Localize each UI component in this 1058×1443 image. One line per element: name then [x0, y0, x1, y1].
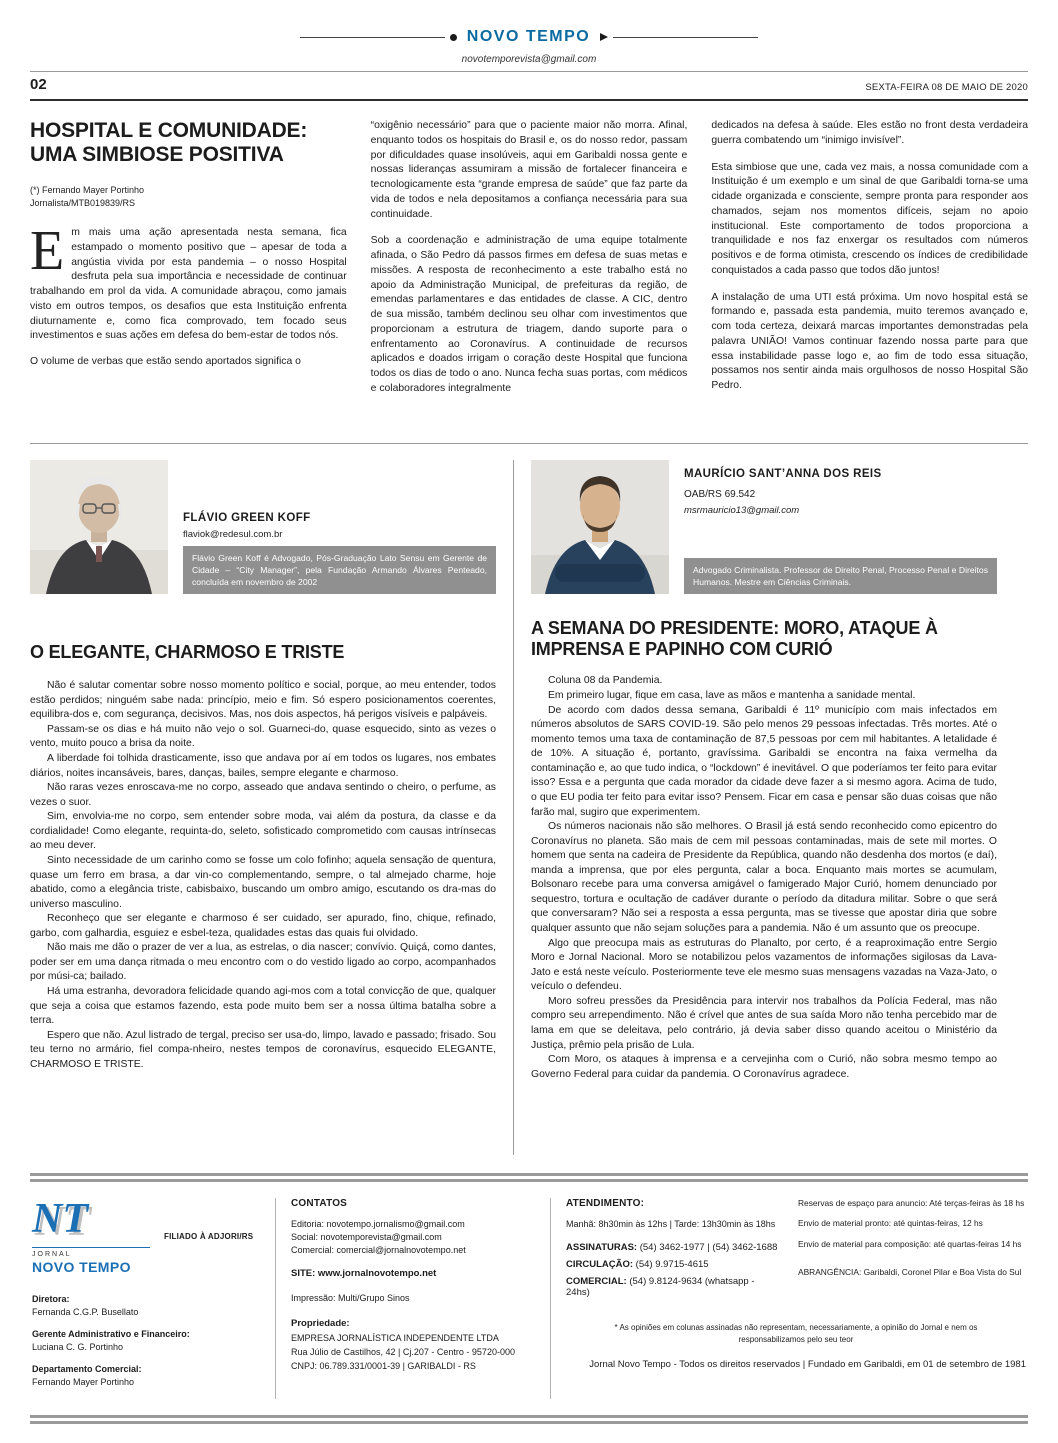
paragraph: Sinto necessidade de um carinho como se fosse um colo fofinho; aquela sensação de quentura, quase um ferro em brasa, a dar vin-co complementando, sempre, o tal almejado charme, hoje abatido, como a elegância triste, cabisbaixo, buscando um ombro amigo, escutando os dra-mas do universo masculino. [30, 854, 496, 910]
logo-jornal-label: JORNAL [32, 1247, 150, 1258]
deadline-lines [798, 1198, 1026, 1250]
columnist-caption: Advogado Criminalista. Professor de Direito Penal, Processo Penal e Direitos Humanos. Mestre em Ciências Criminais. [684, 558, 997, 594]
phone-value: (54) 9.9715-4615 [635, 1259, 709, 1270]
staff-name: Fernando Mayer Portinho [32, 1376, 135, 1387]
paragraph: dedicados na defesa à saúde. Eles estão no front desta verdadeira guerra combatendo um “inimigo invisível”. [711, 120, 1029, 146]
coverage-line: ABRANGÊNCIA: Garibaldi, Coronel Pilar e Boa Vista do Sul [798, 1267, 1022, 1278]
columnist-name: MAURÍCIO SANT’ANNA DOS REIS [684, 468, 882, 480]
paragraph: Editoria: novotempo.jornalismo@gmail.com [291, 1219, 465, 1229]
staff-entry [32, 1293, 260, 1318]
byline-credentials: Jornalista/MTB019839/RS [30, 198, 136, 209]
paragraph: Envio de material pronto: até quintas-feiras, 12 hs [798, 1218, 983, 1229]
columnist-mauricio-body [531, 674, 997, 1082]
columnist-mauricio [514, 460, 997, 1155]
staff-name: Fernanda C.G.P. Busellato [32, 1306, 139, 1317]
paragraph: A liberdade foi tolhida drasticamente, isso que andava por aí em todos os lugares, nos embates diários, noites incansáveis, bares, danças, bailes, sempre elegante e charmoso. [30, 753, 496, 779]
columnist-photo-mauricio [531, 460, 669, 594]
site-line: SITE: www.jornalnovotempo.net [291, 1268, 437, 1279]
staff-role: Departamento Comercial: [32, 1364, 142, 1375]
footer-service-column [566, 1198, 780, 1304]
paragraph: Os números nacionais não são melhores. O Brasil já está sendo reconhecido como epicentro do Coronavírus no planeta. São mais de cem mil pessoas contaminadas, mais de sete mil mortes. O homem que senta na cadeira de Presidente da República, quando não desdenha dos mortos (e daí), manda a imprensa, que por eles pergunta, calar a boca. Enquanto mais mortes se acumulam, Bolsonaro recebe para uma conversa amigável o famigerado Major Curió, homem denunciado por sequestro, tortura e ocultação de cadáver durante o período da ditadura militar. Sobre o que será que conversaram? Não sei a resposta a essa pergunta, mas se tivesse que apostar diria que sobre qualquer assunto que não sejam soluções para a pandemia. Não é um assunto que os preocupe. [531, 821, 997, 935]
footer-top-rule [30, 1173, 1028, 1182]
columnists-section [30, 443, 1028, 1155]
footer-deadlines-column [798, 1198, 1026, 1304]
masthead-email-row [30, 49, 1028, 67]
columnist-headline: O ELEGANTE, CHARMOSO E TRISTE [30, 642, 345, 662]
footer-right-top [566, 1198, 1026, 1304]
columnist-email: msrmauricio13@gmail.com [684, 505, 800, 516]
paragraph: Esta simbiose que une, cada vez mais, a nossa comunidade com a Instituição é um exemplo e um sinal de que Garibaldi torna-se uma cidade organizada e consciente, sempre pronta para responder aos chamados, sejam nos momentos difíceis, sejam no apoio institucional. Este comportamento de todos proporciona a tranquilidade e nos faz enxergar os resultados com números positivos e de forma otimista, crescendo os índices de credibilidade conquistados a cada passo que todos dão juntos! [711, 161, 1029, 276]
columnist-photo-flavio [30, 460, 168, 594]
paragraph: Moro sofreu pressões da Presidência para intervir nos trabalhos da Polícia Federal, mas não compro seu arrependimento. Não é crível que antes de sua saída Moro não tenha percebido mar de lama em que se deleitava, pelo contrário, já devia saber disso quando aceitou o Ministério da Justiça, prêmio pela prisão de Lula. [531, 995, 997, 1051]
ownership-heading: Propriedade: [291, 1318, 350, 1329]
main-article-byline [30, 184, 347, 210]
staff-entry [32, 1363, 260, 1388]
opinion-disclaimer: * As opiniões em colunas assinadas não representam, necessariamente, a opinião do Jornal e nem os responsabilizamos pelo seu teor [614, 1323, 978, 1344]
paragraph: De acordo com dados dessa semana, Garibaldi é 11º município com mais infectados em números absolutos de SARS COVID-19. São pelo menos 29 pessoas infectadas. Três mortes. Até o momento temos uma taxa de contaminação de 87,5 pessoas por cem mil habitantes. A letalidade é de 10%. A situação é, portanto, gravíssima. Garibaldi se encontra na faixa vermelha da contaminação e, ao que tudo indica, o “lockdown” é inevitável. O que poderíamos ter feito para evitar isso? Essa e a pergunta que cada morador da cidade deve fazer a si mesmo agora. Acima de tudo, o que EU podia ter feito para evitar isso? Pensem. Ficar em casa e pensar são duas coisas que não farão mal, sugiro que experimentem. [531, 704, 997, 818]
columnist-mauricio-profile [531, 460, 997, 594]
columnist-email: flaviok@redesul.com.br [183, 529, 283, 540]
paragraph: A instalação de uma UTI está próxima. Um novo hospital está se formando e, passada esta pandemia, muito teremos avançado e, com toda certeza, deixará marcas importantes demonstradas pela palavra UNIÃO! Vamos continuar fazendo nossa parte para que essa instabilidade passe logo e, ao fim de todo essa situação, possamos nos sentir ainda mais orgulhosos de nosso Hospital São Pedro. [711, 291, 1029, 392]
phone-label: ASSINATURAS: [566, 1242, 638, 1253]
paragraph: Algo que preocupa mais as estruturas do Planalto, por certo, é a reaproximação entre Sergio Moro e Jornal Nacional. Moro se notabilizou pelos vazamentos de informações sigilosas da Lava-Jato e está neste veículo. Posteriormente teve ele mesmo suas mensagens vazadas na Vaza-Jato, o veículo o defendeu. [531, 937, 997, 993]
footer-logo-row [32, 1198, 260, 1275]
main-article-column-3 [711, 119, 1028, 429]
ownership-lines [291, 1332, 535, 1372]
columnist-flavio-body [30, 679, 496, 1072]
phone-row [566, 1259, 780, 1270]
page-number: 02 [30, 76, 47, 93]
paragraph: Comercial: comercial@jornalnovotempo.net [291, 1245, 466, 1255]
header-info-row [30, 71, 1028, 101]
staff-role: Gerente Administrativo e Financeiro: [32, 1329, 190, 1340]
main-article-title [30, 119, 347, 166]
columnist-flavio-info [183, 460, 496, 594]
phone-row [566, 1276, 780, 1298]
footer-grid [30, 1182, 1028, 1409]
paragraph: Sim, envolvia-me no corpo, sem entender sobre moda, vai além da postura, da classe e da cordialidade! Como elegante, requinta-do, seleto, sofisticado comprometido com causas intrínsecas ao meu dever. [30, 811, 496, 852]
main-article-col1-body [30, 355, 347, 370]
page-header [30, 28, 1028, 101]
service-heading: ATENDIMENTO: [566, 1198, 645, 1209]
footer-bottom-rule [30, 1415, 1028, 1424]
paragraph: Espero que não. Azul listrado de tergal, preciso ser usa-do, limpo, lavado e passado; frisado. Sou teu terno no armário, fiel compa-nheiro, nestes tempos de coronavírus, esquecido ELEGANTE, CHARMOSO E TRISTE. [30, 1029, 496, 1070]
main-article [30, 119, 1028, 429]
columnist-headline: A SEMANA DO PRESIDENTE: MORO, ATAQUE À IMPRENSA E PAPINHO COM CURIÓ [531, 618, 938, 660]
main-article-column-2 [371, 119, 688, 429]
issue-date: SEXTA-FEIRA 08 DE MAIO DE 2020 [865, 82, 1028, 93]
service-hours: Manhã: 8h30min às 12hs | Tarde: 13h30min às 18hs [566, 1219, 776, 1229]
paragraph: Reconheço que ser elegante e charmoso é ser cuidado, ser apurado, fino, chique, refinado, garbo, com galhardia, esguiez e esbel-teza, qualidades estas das quais fui olvidado. [30, 913, 496, 939]
main-article-title-line1: HOSPITAL E COMUNIDADE: [30, 119, 308, 142]
columnist-flavio [30, 460, 513, 1155]
main-article-title-line2: UMA SIMBIOSE POSITIVA [30, 142, 284, 166]
columnist-oab: OAB/RS 69.542 [684, 489, 756, 500]
nt-logo-icon: NT [32, 1196, 88, 1242]
paragraph: Envio de material para composição: até quartas-feiras 14 hs [798, 1238, 1022, 1249]
masthead-ornament-right [600, 33, 758, 41]
staff-name: Luciana C. G. Portinho [32, 1341, 124, 1352]
columnist-caption: Flávio Green Koff é Advogado, Pós-Graduação Lato Sensu em Gerente de Cidade – “City Manager”, pela Fundação Armando Álvares Penteado, concluída em novembro de 2002 [183, 546, 496, 594]
paragraph: Com Moro, os ataques à imprensa e a cervejinha com o Curió, não sobra mesmo tempo ao Governo Federal para cuidar da pandemia. O Coronavírus agradece. [531, 1054, 997, 1080]
masthead-email: novotemporevista@gmail.com [461, 54, 597, 65]
paragraph: Rua Júlio de Castilhos, 42 | Cj.207 - Centro - 95720-000 [291, 1347, 515, 1358]
byline-author: (*) Fernando Mayer Portinho [30, 185, 145, 196]
footer-divider [550, 1198, 551, 1399]
phone-label: CIRCULAÇÃO: [566, 1259, 634, 1270]
columnist-name: FLÁVIO GREEN KOFF [183, 512, 311, 524]
paragraph: Não é salutar comentar sobre nosso momento político e social, porque, ao meu entender, todos estão perdidos; ninguém sabe nada: princípio, meio e fim. Só espero posicionamentos coerentes, equilibra-dos e, com segurança, decisivos. Mas, nos dois aspectos, há perigos visíveis e palpáveis. [30, 680, 496, 721]
logo-name: NOVO TEMPO [32, 1259, 131, 1275]
newspaper-logo [32, 1198, 150, 1275]
drop-cap: E [30, 220, 65, 283]
main-article-column-1 [30, 119, 347, 429]
paragraph: Não raras vezes enroscava-me no corpo, asseado que andava sentindo o cheiro, o perfume, as vezes o suor. [30, 782, 496, 808]
printing-line: Impressão: Multi/Grupo Sinos [291, 1293, 410, 1303]
paragraph: Sob a coordenação e administração de uma equipe totalmente afinada, o São Pedro dá passos firmes em defesa de suas metas e missões. A resposta de reconhecimento a este trabalho está no apoio da Administração Municipal, de prefeituras da região, de emendas parlamentares e das entidades de classe. A CIC, dentro de sua missão, também declinou seu olhar com investimentos que proporcionam a estrutura de triagem, dando suporte para o enfrentamento ao Coronavírus. A continuidade de recursos aplicados e doados irrigam o coração deste Hospital que funciona todos os dias de todo o ano. Nunca fecha suas portas, com médicos e colaboradores integralmente [370, 235, 688, 395]
main-article-col2-body [371, 119, 688, 397]
staff-list [32, 1293, 260, 1389]
footer-divider [275, 1198, 276, 1399]
paragraph: Não mais me dão o prazer de ver a lua, as estrelas, o dia nascer; convívio. Quiçá, como dantes, poder ser em uma dança ritmada o meu encontro com o do vestido ligado ao corpo, acompanhados por músi-ca; bailado. [30, 942, 496, 983]
phone-label: COMERCIAL: [566, 1276, 627, 1287]
footer-contacts-column [291, 1198, 535, 1399]
footer-right-section [566, 1198, 1026, 1399]
paragraph: Reservas de espaço para anuncio: Até terças-feiras às 18 hs [798, 1198, 1025, 1208]
contact-lines [291, 1219, 535, 1255]
main-article-col3-body [711, 119, 1028, 394]
paragraph: CNPJ: 06.789.331/0001-39 | GARIBALDI - RS [291, 1361, 476, 1372]
copyright-line: Jornal Novo Tempo - Todos os direitos reservados | Fundado em Garibaldi, em 01 de setembro de 1981 [589, 1359, 1026, 1371]
paragraph: Social: novotemporevista@gmail.com [291, 1232, 442, 1242]
paragraph: Coluna 08 da Pandemia. [548, 675, 663, 687]
paragraph: O volume de verbas que estão sendo aportados significa o [30, 356, 301, 368]
paragraph: Passam-se os dias e há muito não vejo o sol. Guarneci-do, quase esquecido, sinto as vezes o vento, muito pouco a brisa da noite. [30, 723, 496, 750]
paragraph: “oxigênio necessário” para que o paciente maior não morra. Afinal, enquanto todos os hospitais do Brasil e, os do nosso redor, passam por dificuldades quase insolúveis, aqui em Garibaldi nossa gente e nossas lideranças assumiram a missão de fortalecer financeira e tecnologicamente esta “grande empresa de saúde” que faz parte da vida de todos e nela depositamos a confiança necessária para sua continuidade. [370, 120, 688, 220]
columnist-mauricio-info [684, 460, 997, 594]
masthead [30, 28, 1028, 46]
masthead-title: NOVO TEMPO [466, 28, 591, 45]
lead-paragraph-text: m mais uma ação apresentada nesta semana, fica estampado o momento positivo que – apesar de toda a angústia vivida por esta pandemia – o nosso Hospital desfruta pela sua importância e necessidade de continuar trabalhando em prol da vida. A comunidade abraçou, como jamais visto em outros tempos, os desafios que esta Instituição enfrenta diuturnamente e, como fica comprovado, tem focado seus investimentos e suas ações em defesa do bem-estar de todos nós. [30, 227, 347, 342]
footer-publisher-column [32, 1198, 260, 1399]
affiliation-label: FILIADO À ADJORI/RS [164, 1232, 254, 1241]
page-footer [30, 1173, 1028, 1424]
paragraph: Em primeiro lugar, fique em casa, lave as mãos e mantenha a sanidade mental. [548, 690, 916, 702]
phone-value: (54) 3462-1977 | (54) 3462-1688 [639, 1242, 778, 1253]
phone-value: (54) 9.8124-9634 (whatsapp - 24hs) [566, 1276, 755, 1298]
lead-paragraph [30, 220, 347, 344]
staff-role: Diretora: [32, 1294, 70, 1304]
contacts-heading: CONTATOS [291, 1198, 348, 1209]
staff-entry [32, 1328, 260, 1353]
columnist-flavio-profile [30, 460, 496, 594]
paragraph: Há uma estranha, devoradora felicidade quando agi-mos com a total convicção de que, qualquer que seja a coisa que estamos fazendo, esta pode muito bem ser a nossa última batalha sobre a terra. [30, 986, 496, 1027]
phone-row [566, 1242, 780, 1253]
paragraph: EMPRESA JORNALÍSTICA INDEPENDENTE LTDA [291, 1333, 499, 1343]
masthead-ornament-left [300, 34, 457, 41]
